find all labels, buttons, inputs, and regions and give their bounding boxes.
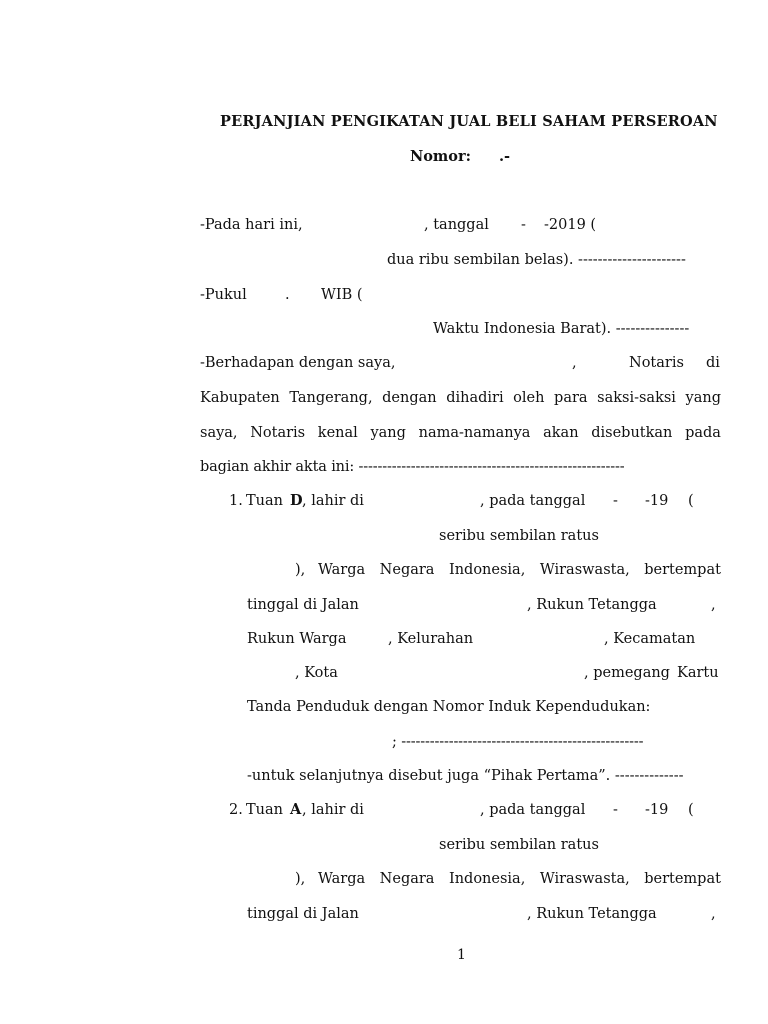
party-1-title: Tuan <box>246 493 283 509</box>
opening-line-2 <box>200 389 721 407</box>
party-2-date-sep: - <box>613 802 618 818</box>
party-1-birthplace-label: , lahir di <box>302 493 364 509</box>
document-number-label: Nomor: <box>410 148 471 165</box>
party-2-number: 2. <box>229 802 243 818</box>
party-2-rt-label: , Rukun Tetangga <box>527 906 657 922</box>
page-number: 1 <box>457 947 466 963</box>
party-1-birthdate-label: , pada tanggal <box>480 493 586 509</box>
party-2-close: ), <box>295 871 306 887</box>
party-2-birthplace-label: , lahir di <box>302 802 364 818</box>
party-2-initial: A <box>290 801 302 818</box>
party-2-line-occupation <box>318 870 721 888</box>
party-1-kelurahan-label: , Kelurahan <box>388 631 474 647</box>
party-2-year: -19 <box>645 802 669 818</box>
party-1-rw-label: Rukun Warga <box>247 631 347 647</box>
party-1-year: -19 <box>645 493 669 509</box>
party-2-rt-comma: , <box>711 906 716 922</box>
party-1-rt-label: , Rukun Tetangga <box>527 597 657 613</box>
party-1-nik-terminator: ; --------------------------------------------------- <box>392 734 644 750</box>
date-label: , tanggal <box>424 217 489 233</box>
word: Indonesia, <box>448 871 526 887</box>
day-label: -Pada hari ini, <box>200 217 303 233</box>
word: Tangerang, <box>289 390 373 406</box>
word: Warga <box>318 871 366 887</box>
party-2-street-label: tinggal di Jalan <box>247 906 359 922</box>
party-1-year-words: seribu sembilan ratus <box>439 528 599 544</box>
party-1-close: ), <box>295 562 306 578</box>
party-2-title: Tuan <box>246 802 283 818</box>
word: nama-namanya <box>418 425 531 441</box>
document-title: PERJANJIAN PENGIKATAN JUAL BELI SAHAM PERSEROAN <box>220 113 718 130</box>
opening-line-3 <box>200 424 721 442</box>
appearing-notaris: Notaris <box>629 355 684 371</box>
date-separator: - <box>521 217 526 233</box>
party-1-designation: -untuk selanjutnya disebut juga “Pihak Pertama”. -------------- <box>247 768 684 784</box>
party-1-rt-comma: , <box>711 597 716 613</box>
word: Wiraswasta, <box>539 562 630 578</box>
word: Kabupaten <box>200 390 280 406</box>
word: bertempat <box>644 562 721 578</box>
appearing-comma: , <box>572 355 577 371</box>
word: Negara <box>379 562 435 578</box>
word: kenal <box>317 425 358 441</box>
word: yang <box>370 425 406 441</box>
document-number-value: .- <box>499 148 511 165</box>
party-1-card-label: Kartu <box>677 665 719 681</box>
word: para <box>554 390 588 406</box>
party-1-line-occupation <box>318 561 721 579</box>
word: Notaris <box>250 425 306 441</box>
word: disebutkan <box>591 425 673 441</box>
date-words: dua ribu sembilan belas). ---------------------- <box>387 252 686 268</box>
party-2-paren: ( <box>688 802 694 818</box>
word: bertempat <box>644 871 721 887</box>
word: Indonesia, <box>448 562 526 578</box>
party-1-kecamatan-label: , Kecamatan <box>604 631 696 647</box>
party-1-initial: D <box>290 492 303 509</box>
time-dot: . <box>285 287 290 303</box>
word: Wiraswasta, <box>539 871 630 887</box>
word: akan <box>543 425 579 441</box>
word: saya, <box>200 425 238 441</box>
word: oleh <box>513 390 545 406</box>
word: Warga <box>318 562 366 578</box>
party-1-city-label: , Kota <box>295 665 338 681</box>
party-2-year-words: seribu sembilan ratus <box>439 837 599 853</box>
party-1-street-label: tinggal di Jalan <box>247 597 359 613</box>
opening-line-4: bagian akhir akta ini: -------------------------------------------------------- <box>200 459 625 475</box>
word: dihadiri <box>446 390 504 406</box>
party-1-paren: ( <box>688 493 694 509</box>
party-2-birthdate-label: , pada tanggal <box>480 802 586 818</box>
appearing-label: -Berhadapan dengan saya, <box>200 355 396 371</box>
party-1-number: 1. <box>229 493 243 509</box>
date-year: -2019 ( <box>544 217 597 233</box>
time-label: -Pukul <box>200 287 247 303</box>
word: dengan <box>382 390 437 406</box>
word: pada <box>685 425 721 441</box>
party-1-date-sep: - <box>613 493 618 509</box>
word: saksi-saksi <box>597 390 676 406</box>
word: yang <box>685 390 721 406</box>
time-words: Waktu Indonesia Barat). --------------- <box>433 321 690 337</box>
word: Negara <box>379 871 435 887</box>
appearing-di: di <box>706 355 720 371</box>
party-1-holder-label: , pemegang <box>584 665 670 681</box>
party-1-nik-label: Tanda Penduduk dengan Nomor Induk Kependudukan: <box>247 699 651 715</box>
time-zone: WIB ( <box>321 287 363 303</box>
